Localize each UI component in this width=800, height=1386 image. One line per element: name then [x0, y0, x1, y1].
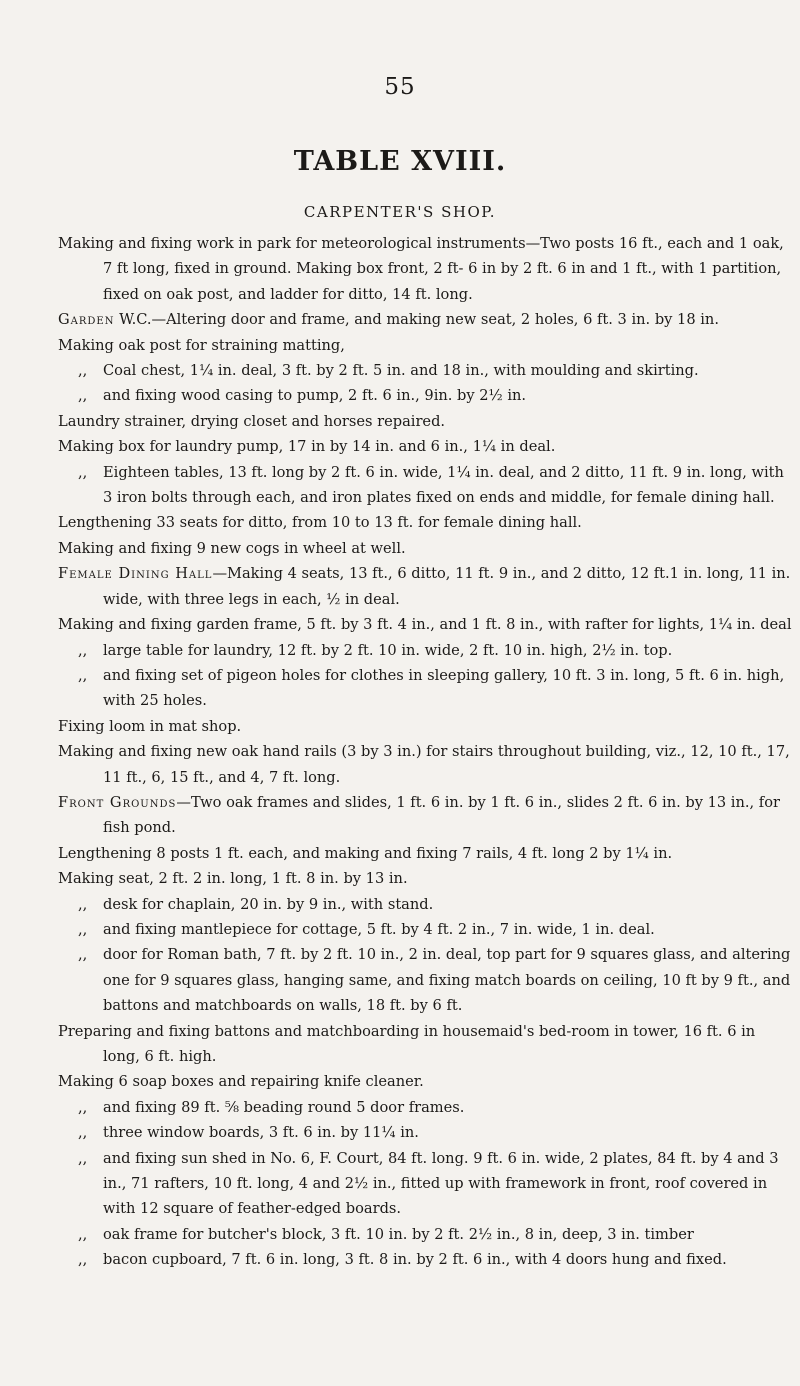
ditto-mark: ,,: [78, 666, 88, 684]
entry: [58, 409, 796, 434]
entry-text: —Making 4 seats, 13 ft., 6 ditto, 11 ft. 9 in., and 2 ditto, 12 ft.1 in. long, 11 in. wide, with three legs in each, ½ in deal.: [103, 565, 791, 608]
entry-text: Making 6 soap boxes and repairing knife cleaner.: [58, 1073, 424, 1091]
entry-text: Making and fixing garden frame, 5 ft. by 3 ft. 4 in., and 1 ft. 8 in., with rafter for lights, 1¼ in. deal: [58, 616, 792, 634]
ditto-mark: ,,: [78, 1149, 88, 1167]
entry: [58, 1247, 796, 1272]
entry: [58, 739, 796, 790]
ditto-mark: ,,: [78, 387, 88, 405]
entry: [58, 1222, 796, 1247]
table-title: TABLE XVIII.: [293, 146, 507, 177]
ditto-mark: ,,: [78, 1251, 88, 1269]
ditto-mark: ,,: [78, 946, 88, 964]
entry-text: oak frame for butcher's block, 3 ft. 10 in. by 2 ft. 2½ in., 8 in, deep, 3 in. timber: [103, 1225, 694, 1243]
entry-text: Making and fixing work in park for meteorological instruments—Two posts 16 ft., each and 1 oak, 7 ft long, fixed in ground. Making box front, 2 ft- 6 in by 2 ft. 6 in and 1 ft., with 1 partition, fixed on oak post, and ladder for ditto, 14 ft. long.: [58, 235, 784, 303]
entry-text: —Two oak frames and slides, 1 ft. 6 in. by 1 ft. 6 in., slides 2 ft. 6 in. by 13 in., for fish pond.: [103, 793, 780, 837]
entry: [58, 333, 796, 358]
ditto-mark: ,,: [78, 463, 88, 481]
entry: [58, 612, 796, 637]
entry: [58, 1095, 796, 1120]
entry-text: Making and fixing new oak hand rails (3 by 3 in.) for stairs throughout building, viz., 12, 10 ft., 17, 11 ft., 6, 15 ft., and 4, 7 ft. long.: [58, 743, 790, 786]
entry-text: and fixing sun shed in No. 6, F. Court, 84 ft. long. 9 ft. 6 in. wide, 2 plates, 84 ft. by 4 and 3 in., 71 rafters, 10 ft. long, 4 and 2½ in., fitted up with framework in front, roof covered in with 12 square of feather-edged boards.: [103, 1149, 779, 1218]
ditto-mark: ,,: [78, 1225, 88, 1243]
entry: [58, 536, 796, 561]
entry-text: Eighteen tables, 13 ft. long by 2 ft. 6 in. wide, 1¼ in. deal, and 2 ditto, 11 ft. 9 in. long, with 3 iron bolts through each, and iron plates fixed on ends and middle, for female dining hall.: [103, 463, 784, 507]
entry: [58, 917, 796, 942]
entry: [58, 790, 796, 841]
entry-text: Making box for laundry pump, 17 in by 14 in. and 6 in., 1¼ in deal.: [58, 438, 556, 456]
entry: [58, 866, 796, 891]
entry-text: Coal chest, 1¼ in. deal, 3 ft. by 2 ft. 5 in. and 18 in., with moulding and skirting.: [103, 362, 699, 380]
section-title: CARPENTER'S SHOP.: [303, 203, 497, 221]
entry: [58, 231, 796, 307]
entry-text: bacon cupboard, 7 ft. 6 in. long, 3 ft. 8 in. by 2 ft. 6 in., with 4 doors hung and fixed.: [103, 1251, 727, 1269]
entry-text: Making oak post for straining matting,: [58, 336, 345, 354]
entry-text: W.C.—Altering door and frame, and making new seat, 2 holes, 6 ft. 3 in. by 18 in.: [114, 311, 719, 329]
entry-text: and fixing wood casing to pump, 2 ft. 6 in., 9in. by 2½ in.: [103, 387, 527, 405]
entry-text: and fixing 89 ft. ⅝ beading round 5 door frames.: [103, 1098, 465, 1116]
entry: [58, 1069, 796, 1094]
entry: [58, 714, 796, 739]
entry: [58, 1120, 796, 1145]
entry: [58, 307, 796, 332]
entry: [58, 561, 796, 612]
entry-text: and fixing mantlepiece for cottage, 5 ft. by 4 ft. 2 in., 7 in. wide, 1 in. deal.: [103, 920, 655, 938]
ditto-mark: ,,: [78, 1098, 88, 1116]
entry-text: Preparing and fixing battons and matchboarding in housemaid's bed-room in tower, 16 ft. 6 in long, 6 ft. high.: [58, 1022, 756, 1065]
entry-text: Making and fixing 9 new cogs in wheel at well.: [58, 539, 406, 557]
entry: [58, 510, 796, 535]
entry: [58, 841, 796, 866]
entry-text: Laundry strainer, drying closet and horses repaired.: [58, 412, 446, 430]
ditto-mark: ,,: [78, 362, 88, 380]
entry-text: Lengthening 8 posts 1 ft. each, and making and fixing 7 rails, 4 ft. long 2 by 1¼ in.: [58, 844, 673, 862]
entry-text: large table for laundry, 12 ft. by 2 ft. 10 in. wide, 2 ft. 10 in. high, 2½ in. top.: [103, 641, 673, 659]
entry: [58, 460, 796, 511]
entry: [58, 663, 796, 714]
entry-text: Fixing loom in mat shop.: [58, 717, 242, 735]
entry: [58, 942, 796, 1018]
entry-text: Lengthening 33 seats for ditto, from 10 to 13 ft. for female dining hall.: [58, 514, 582, 532]
entry: [58, 434, 796, 459]
entry: [58, 383, 796, 408]
entry-text: desk for chaplain, 20 in. by 9 in., with stand.: [103, 895, 434, 913]
ditto-mark: ,,: [78, 1124, 88, 1142]
entry: [58, 358, 796, 383]
entry: [58, 638, 796, 663]
entry: [58, 1146, 796, 1222]
entry: [58, 892, 796, 917]
entry-text: and fixing set of pigeon holes for clothes in sleeping gallery, 10 ft. 3 in. long, 5 ft. 6 in. high, with 25 holes.: [103, 666, 785, 710]
entry-heading: Female Dining Hall: [58, 565, 213, 583]
entries-list: [58, 231, 796, 1273]
entry-heading: Garden: [58, 311, 115, 329]
entry-text: Making seat, 2 ft. 2 in. long, 1 ft. 8 in. by 13 in.: [58, 870, 408, 888]
entry-heading: Front Grounds: [58, 793, 177, 811]
entry: [58, 1019, 796, 1070]
ditto-mark: ,,: [78, 920, 88, 938]
page-number: 55: [384, 74, 416, 100]
entry-text: door for Roman bath, 7 ft. by 2 ft. 10 in., 2 in. deal, top part for 9 squares glass, and altering one for 9 squares glass, hanging same, and fixing match boards on ceiling, 10 ft by 9 ft., and battons and matchboards on walls, 18 ft. by 6 ft.: [103, 946, 791, 1015]
ditto-mark: ,,: [78, 895, 88, 913]
entry-text: three window boards, 3 ft. 6 in. by 11¼ in.: [103, 1124, 419, 1142]
ditto-mark: ,,: [78, 641, 88, 659]
